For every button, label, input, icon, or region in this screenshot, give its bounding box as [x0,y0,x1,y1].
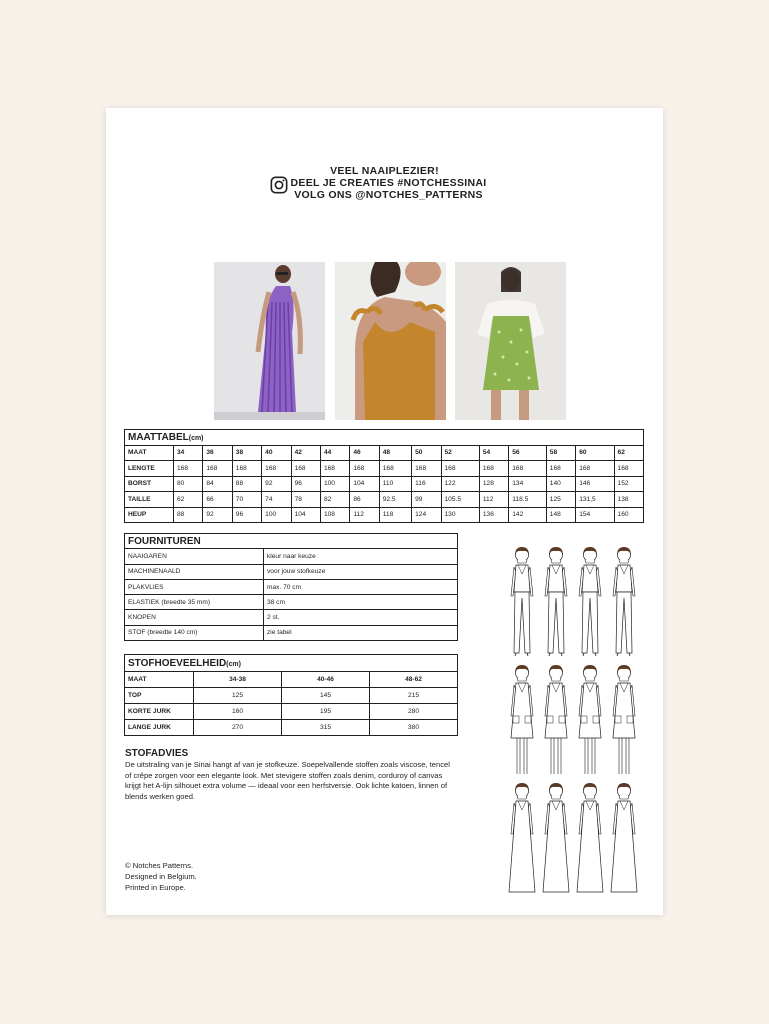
table-row: TOP 125 145 215 [125,688,458,704]
table-row: PLAKVLIES max. 70 cm [125,579,458,594]
table-row: BORST 80 84 88 92 96 100 104 110 116 122 128 134 140 146 152 [125,476,644,492]
table-row: NAAIGAREN kleur naar keuze [125,549,458,564]
table-row: TAILLE 62 66 70 74 78 82 86 92.5 99 105.5 112 118.5 125 131,5 138 [125,492,644,508]
header-line-1: VEEL NAAIPLEZIER! [330,165,439,177]
row-long-dress [509,783,637,892]
size-table-title: MAATTABEL(cm) [125,430,644,446]
table-row: MACHINENAALD voor jouw stofkeuze [125,564,458,579]
table-row: KNOPEN 2 st. [125,610,458,625]
photo-purple-dress [214,262,325,420]
fabric-advice-title: STOFADVIES [125,748,189,759]
photo-ochre-top [335,262,446,420]
table-row: MAAT 34 36 38 40 42 44 46 48 50 52 54 56 58 60 62 [125,445,644,461]
notions-table-title: FOURNITUREN [125,534,458,549]
header [106,165,663,201]
table-row: LENGTE 168 168 168 168 168 168 168 168 168 168 168 168 168 168 168 [125,461,644,477]
technical-drawings [504,544,644,904]
header-line-3: VOLG ONS @NOTCHES_PATTERNS [294,189,483,201]
row-short-dress [511,665,635,774]
notions-table [124,533,458,641]
table-row: LANGE JURK 270 315 380 [125,720,458,736]
fabric-advice [125,748,455,802]
copyright: © Notches Patterns. Designed in Belgium. Printed in Europe. [125,861,197,893]
header-line-2: DEEL JE CREATIES #NOTCHESSINAI [290,177,487,189]
table-row: MAAT 34-38 40-46 48-62 [125,672,458,688]
photo-green-pinafore [455,262,566,420]
fabric-amount-title: STOFHOEVEELHEID(cm) [125,655,458,672]
table-row: STOF (breedte 140 cm) zie tabel [125,625,458,640]
size-table [124,429,644,523]
fabric-amount-table [124,654,458,736]
fabric-advice-text: De uitstraling van je Sinai hangt af van je stofkeuze. Soepelvallende stoffen zoals viscose, tencel of crêpe zorgen voor een elegante look. Met stevigere stoffen zoals denim, corduroy of canvas krijgt het A-lijn silhouet extra volume — ideaal voor een herfstversie. Ook lichte katoen, linnen of blends werken goed. [125,760,450,801]
table-row: KORTE JURK 160 195 280 [125,704,458,720]
table-row: ELASTIEK (breedte 35 mm) 38 cm [125,595,458,610]
garment-figures-illustration [504,544,644,904]
table-row: HEUP 88 92 96 100 104 108 112 118 124 130 136 142 148 154 160 [125,507,644,523]
row-top [511,547,635,656]
pattern-page [106,108,663,915]
